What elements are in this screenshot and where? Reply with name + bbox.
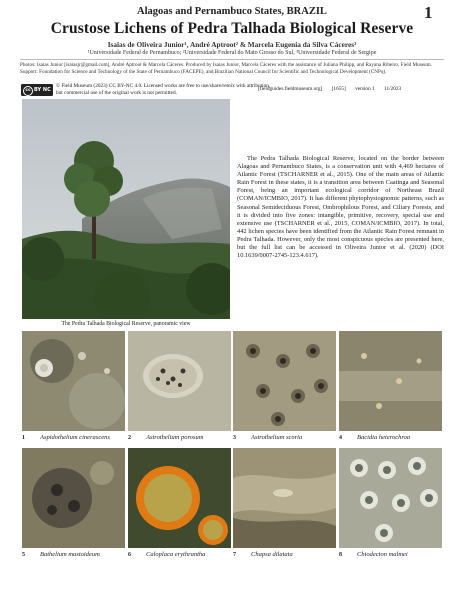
- license-text: © Field Museum (2023) CC BY-NC 4.0. Licensed works are free to use/share/remix with attribution, but commercial use of the original work is not permitted.: [56, 83, 271, 96]
- species-number: 2: [128, 435, 131, 441]
- species-caption-1: [22, 434, 125, 441]
- guide-id: [1655]: [331, 86, 346, 92]
- species-name: Bathelium mastoideum: [40, 551, 100, 558]
- version-label: version 1: [355, 86, 375, 92]
- species-photo-4: [339, 331, 442, 431]
- species-photo-1: [22, 331, 125, 431]
- date-label: 11/2023: [384, 86, 402, 92]
- species-caption-4: [339, 434, 442, 441]
- species-photo-2: [128, 331, 231, 431]
- species-name: Chiodecton malmei: [357, 551, 408, 558]
- panorama-caption: The Pedra Talhada Biological Reserve, panoramic view: [61, 321, 191, 327]
- reserve-panorama-photo: [22, 99, 230, 319]
- species-name: Chapsa dilatata: [251, 551, 293, 558]
- species-photo-6: [128, 448, 231, 548]
- site-link[interactable]: [fieldguides.fieldmuseum.org]: [258, 86, 323, 92]
- cc-license-badge[interactable]: [21, 84, 53, 96]
- species-name: Caloplaca erythrantha: [146, 551, 206, 558]
- species-caption-6: [128, 551, 231, 558]
- header-divider: [20, 59, 444, 60]
- page-number: 1: [424, 3, 433, 22]
- species-number: 8: [339, 552, 342, 558]
- species-number: 7: [233, 552, 236, 558]
- species-caption-7: [233, 551, 336, 558]
- species-name: Bacidia heterochroa: [357, 434, 411, 441]
- affiliations-line: ¹Universidade Federal de Pernambuco; ²Universidade Federal do Mato Grosso do Sul, ³Universidade Federal de Sergipe: [87, 50, 377, 56]
- authors-line: Isaias de Oliveira Junior¹, André Aptroot² & Marcela Eugenia da Silva Cáceres³: [107, 40, 357, 49]
- species-number: 5: [22, 552, 25, 558]
- species-number: 6: [128, 552, 131, 558]
- species-number: 4: [339, 435, 342, 441]
- species-caption-2: [128, 434, 231, 441]
- species-number: 1: [22, 435, 25, 441]
- species-caption-5: [22, 551, 125, 558]
- species-photo-5: [22, 448, 125, 548]
- photo-credits: Photos: Isaias Junior [isaiasjr@gmail.com], André Aptroot & Marcela Cáceres. Produced by Isaias Junior, Marcela Cáceres with the assistance of Juliana Philipp, and Rayana Ribeiro, Field Museum. Support: Foundation for Science and Technology of the State of Pernambuco (FACEPE), and Brazilian National Council for Scientific and Technological Development (CNPq).: [20, 62, 432, 75]
- species-number: 3: [233, 435, 236, 441]
- species-caption-8: [339, 551, 442, 558]
- cc-by-nc-label: BY NC: [34, 87, 51, 93]
- species-photo-8: [339, 448, 442, 548]
- cc-logo-icon: cc: [23, 86, 33, 96]
- guide-meta: [258, 86, 409, 92]
- species-photo-7: [233, 448, 336, 548]
- species-name: Astrothelium scoria: [251, 434, 303, 441]
- species-photo-3: [233, 331, 336, 431]
- intro-paragraph: The Pedra Talhada Biological Reserve, located on the border between Alagoas and Pernambuco States, is a conservation unit with 4,469 hectares of Atlantic Forest (TSCHARNER et al., 2015). One of the main areas of Atlantic Rain Forest in these states, it is a transition area between Caatinga and Seasonal Forest, being an important ecological corridor of Northeast Brazil (COMAN/ICMBIO, 2017). It has different phytophysiognomic patterns, such as Seasonal Semideciduous Forest, Ombrophilous Forest, and Ciliary Forests, and it is divided into five zones: intangible, primitive, recovery, special use and extensive use (TSCHARNER et al., 2015, COMAN/ICMBIO, 2017). In total, 442 lichen species have been identified from the Atlantic Rain Forest remnant in Pedra Talhada. However, only the most conspicuous species are presented here, but the full list can be accessed in Oliveira Junior et al. (2020) (DOI 10.1639/0007-2745-123.4.617).: [237, 155, 444, 260]
- page-title: Crustose Lichens of Pedra Talhada Biological Reserve: [50, 20, 414, 37]
- species-name: Aspidothelium cinerascens: [40, 434, 110, 441]
- species-caption-3: [233, 434, 336, 441]
- species-name: Astrothelium porosum: [146, 434, 204, 441]
- region-heading: Alagoas and Pernambuco States, BRAZIL: [137, 6, 327, 17]
